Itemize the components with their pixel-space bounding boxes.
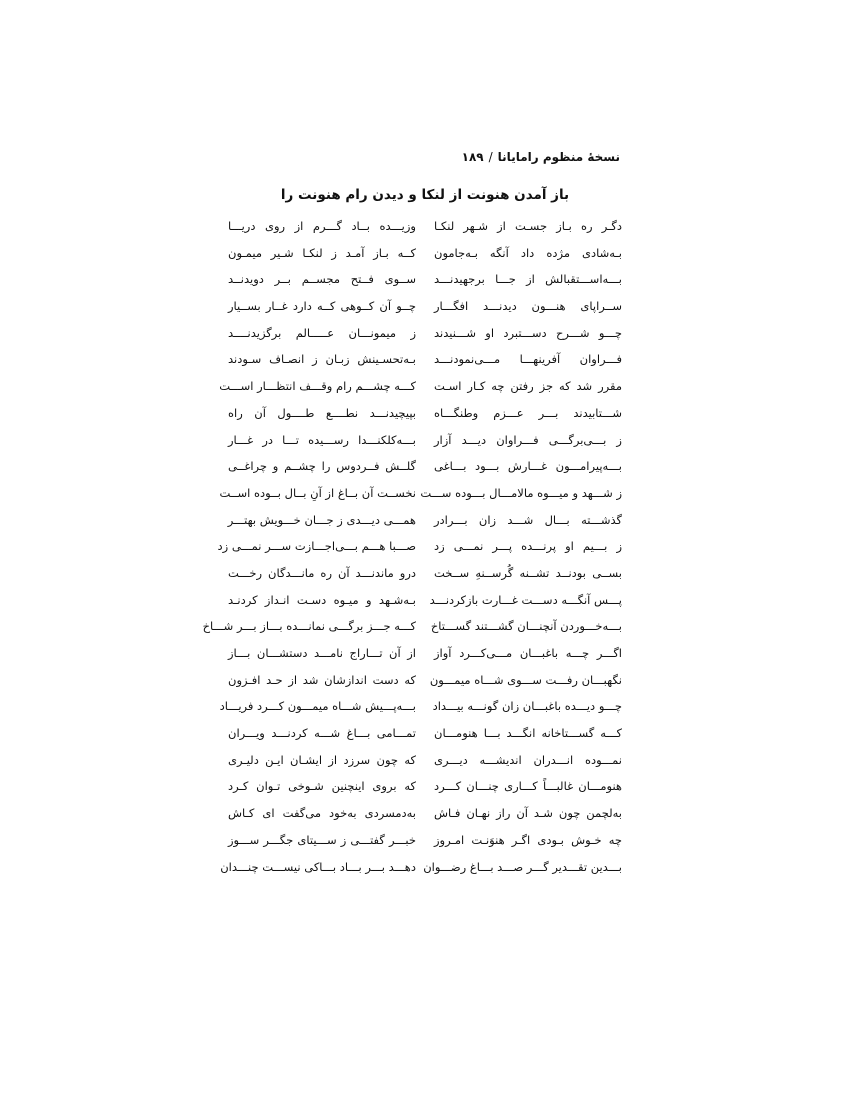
couplet	[219, 699, 622, 726]
hemistich-left: بـــه‌پـــیش شـــاه میمـــون کـــرد فریـــاد	[219, 699, 416, 714]
hemistich-left: چــو آن کــوهی کــه دارد غــار بســیار	[228, 299, 416, 314]
hemistich-right: چه خـوش بـودی اگـر هنوَنـت امـروز	[434, 832, 622, 847]
hemistich-left: وزیـــده بــاد گـــرم از روی دریـــا	[228, 219, 416, 233]
hemistich-right: هنومـــان غالبـــاً کـــاری چنـــان کـــرد	[434, 779, 622, 794]
hemistich-left: که چون سرزد از ایشـان ایـن دلیـری	[228, 752, 416, 767]
couplet	[228, 352, 622, 379]
hemistich-right: فـــراوان آفرینهـــا مـــی‌نمودنـــد	[434, 352, 622, 367]
hemistich-right: ز شـــهد و میـــوه مالامـــال بـــوده ســـت	[420, 485, 622, 500]
couplet	[228, 753, 622, 780]
hemistich-right: بـــه‌خـــوردن آنچنـــان گشـــتند گســـتاخ	[430, 619, 622, 634]
hemistich-left: بـــه‌کلکنـــدا رســـیده تـــا در غـــار	[228, 432, 416, 447]
hemistich-left: گلــش فــردوس را چشــم و چراغــی	[228, 459, 416, 474]
couplet	[228, 646, 622, 673]
hemistich-right: بـه‌شادی مژده داد آنگه بـه‌جامون	[434, 245, 622, 260]
couplet	[220, 859, 622, 887]
couplet	[228, 673, 622, 700]
hemistich-right: کـــه گســـتاخانه انگـــد بـــا هنومـــان	[434, 726, 622, 741]
hemistich-right: دگـر ره بـاز جسـت از شـهر لنکـا	[434, 219, 622, 233]
hemistich-left: نخســت آن بــاغ از آنِ بــال بــوده اســت	[219, 485, 416, 500]
couplet	[228, 406, 622, 433]
couplet	[228, 566, 622, 593]
hemistich-left: کـــه جـــز برگـــی نمانـــده بـــاز بـــر شـــاخ	[202, 619, 416, 634]
hemistich-right: چـــو دیـــده باغبـــان زان گونـــه بیـــداد	[432, 699, 622, 714]
couplet	[228, 459, 622, 486]
section-title: باز آمدن هنونت از لنکا و دیدن رام هنونت را	[280, 187, 570, 203]
hemistich-right: چـــو شـــرح دســـتبرد او شـــنیدند	[434, 325, 622, 340]
couplet	[228, 299, 622, 326]
hemistich-right: نگهبـــان رفـــت ســـوی شـــاه میمـــون	[429, 672, 622, 687]
couplet	[219, 485, 622, 513]
couplet	[228, 593, 622, 620]
hemistich-left: که دست اندازشان شد از حـد افـزون	[228, 672, 416, 687]
header-separator: /	[488, 150, 493, 164]
couplet	[228, 726, 622, 753]
hemistich-right: بـــدین تقـــدیر گـــر صـــد بـــاغ رضـــوان	[423, 859, 622, 874]
hemistich-left: صـــبا هـــم بـــی‌اجـــازت ســـر نمـــی زد	[217, 539, 416, 554]
hemistich-left: همـــی دیـــدی ز جـــان خـــویش بهتـــر	[227, 512, 416, 527]
running-head	[230, 150, 620, 164]
couplet	[228, 272, 622, 299]
couplet	[228, 433, 622, 460]
hemistich-left: از آن تـــاراج نامـــد دستشـــان بـــاز	[228, 646, 416, 660]
page-number: ۱۸۹	[461, 150, 484, 164]
couplet	[228, 806, 622, 833]
hemistich-right: گذشـــته بـــال شـــد زان بـــرادر	[434, 512, 622, 527]
couplet	[202, 619, 622, 646]
hemistich-left: ز میمونـــان عـــــالم برگزیدنــــد	[228, 325, 416, 340]
hemistich-left: تمـــامی بـــاغ شـــه کردنـــد ویـــران	[228, 726, 416, 741]
hemistich-right: شـــتابیدند بـــر عـــزم وطنگـــاه	[434, 405, 622, 420]
hemistich-right: بـــه‌پیرامـــون غـــارش بـــود بـــاغی	[434, 459, 622, 474]
hemistich-right: به‌لچمن چون شـد آن راز نهـان فـاش	[434, 806, 622, 821]
hemistich-left: خبـــر گفتـــی ز ســـیتای جگـــر ســـوز	[228, 832, 416, 847]
couplet	[228, 326, 622, 353]
couplet	[228, 246, 622, 273]
couplet	[219, 379, 622, 406]
hemistich-right: نمـــوده انـــدران اندیشـــه دیـــری	[434, 752, 622, 767]
couplet	[228, 833, 622, 860]
hemistich-left: بپیچیدنـــد نطــــع طــــول آن راه	[228, 405, 416, 420]
hemistich-left: کــه بـاز آمـد ز لنکـا شـیر میمـون	[228, 245, 416, 260]
hemistich-left: بـه‌تحسـینش زبـان ز انصـاف سـودند	[228, 352, 416, 367]
hemistich-right: پـــس آنگـــه دســـت غـــارت بازکردنـــد	[429, 592, 622, 607]
hemistich-right: ســراپای هنـــون دیدنـــد افگـــار	[434, 299, 622, 314]
couplet	[228, 779, 622, 806]
couplet	[217, 539, 622, 566]
hemistich-left: ســوی فــتح مجســم بــر دویدنــد	[228, 272, 416, 287]
hemistich-left: کـــه چشـــم رام وقـــف انتظـــار اســـت	[219, 379, 416, 394]
hemistich-right: اگـــر چـــه باغبـــان مـــی‌کـــرد آواز	[434, 646, 622, 660]
hemistich-right: بســی بودنــد تشــنه گُرســنهِ ســخت	[434, 565, 622, 580]
hemistich-right: ز بـــیم او پرنـــده پـــر نمـــی زد	[434, 539, 622, 554]
hemistich-left: دهـــد بـــر بـــاد بـــاکی نیســـت چنـــدان	[220, 859, 416, 874]
hemistich-right: بـــه‌اســـتقبالش از جـــا برجهیدنـــد	[434, 272, 622, 287]
hemistich-left: بـه‌شـهد و میـوه دسـت انـداز کردنـد	[228, 592, 416, 607]
hemistich-left: درو ماندنـــد آن ره مانـــدگان رخـــت	[228, 565, 416, 580]
couplet	[228, 513, 622, 540]
hemistich-left: به‌دمسردی به‌خود می‌گفت ای کـاش	[228, 806, 416, 821]
couplet	[228, 219, 622, 246]
hemistich-left: که بروی اینچنین شـوخی تـوان کـرد	[228, 779, 416, 794]
poem-body	[202, 219, 622, 886]
hemistich-right: مقرر شد که جز رفتن چه کـار اسـت	[434, 379, 622, 394]
book-title: نسخهٔ منظوم رامایانا	[497, 150, 620, 164]
hemistich-right: ز بـــی‌برگـــی فـــراوان دیـــد آزار	[434, 432, 622, 447]
